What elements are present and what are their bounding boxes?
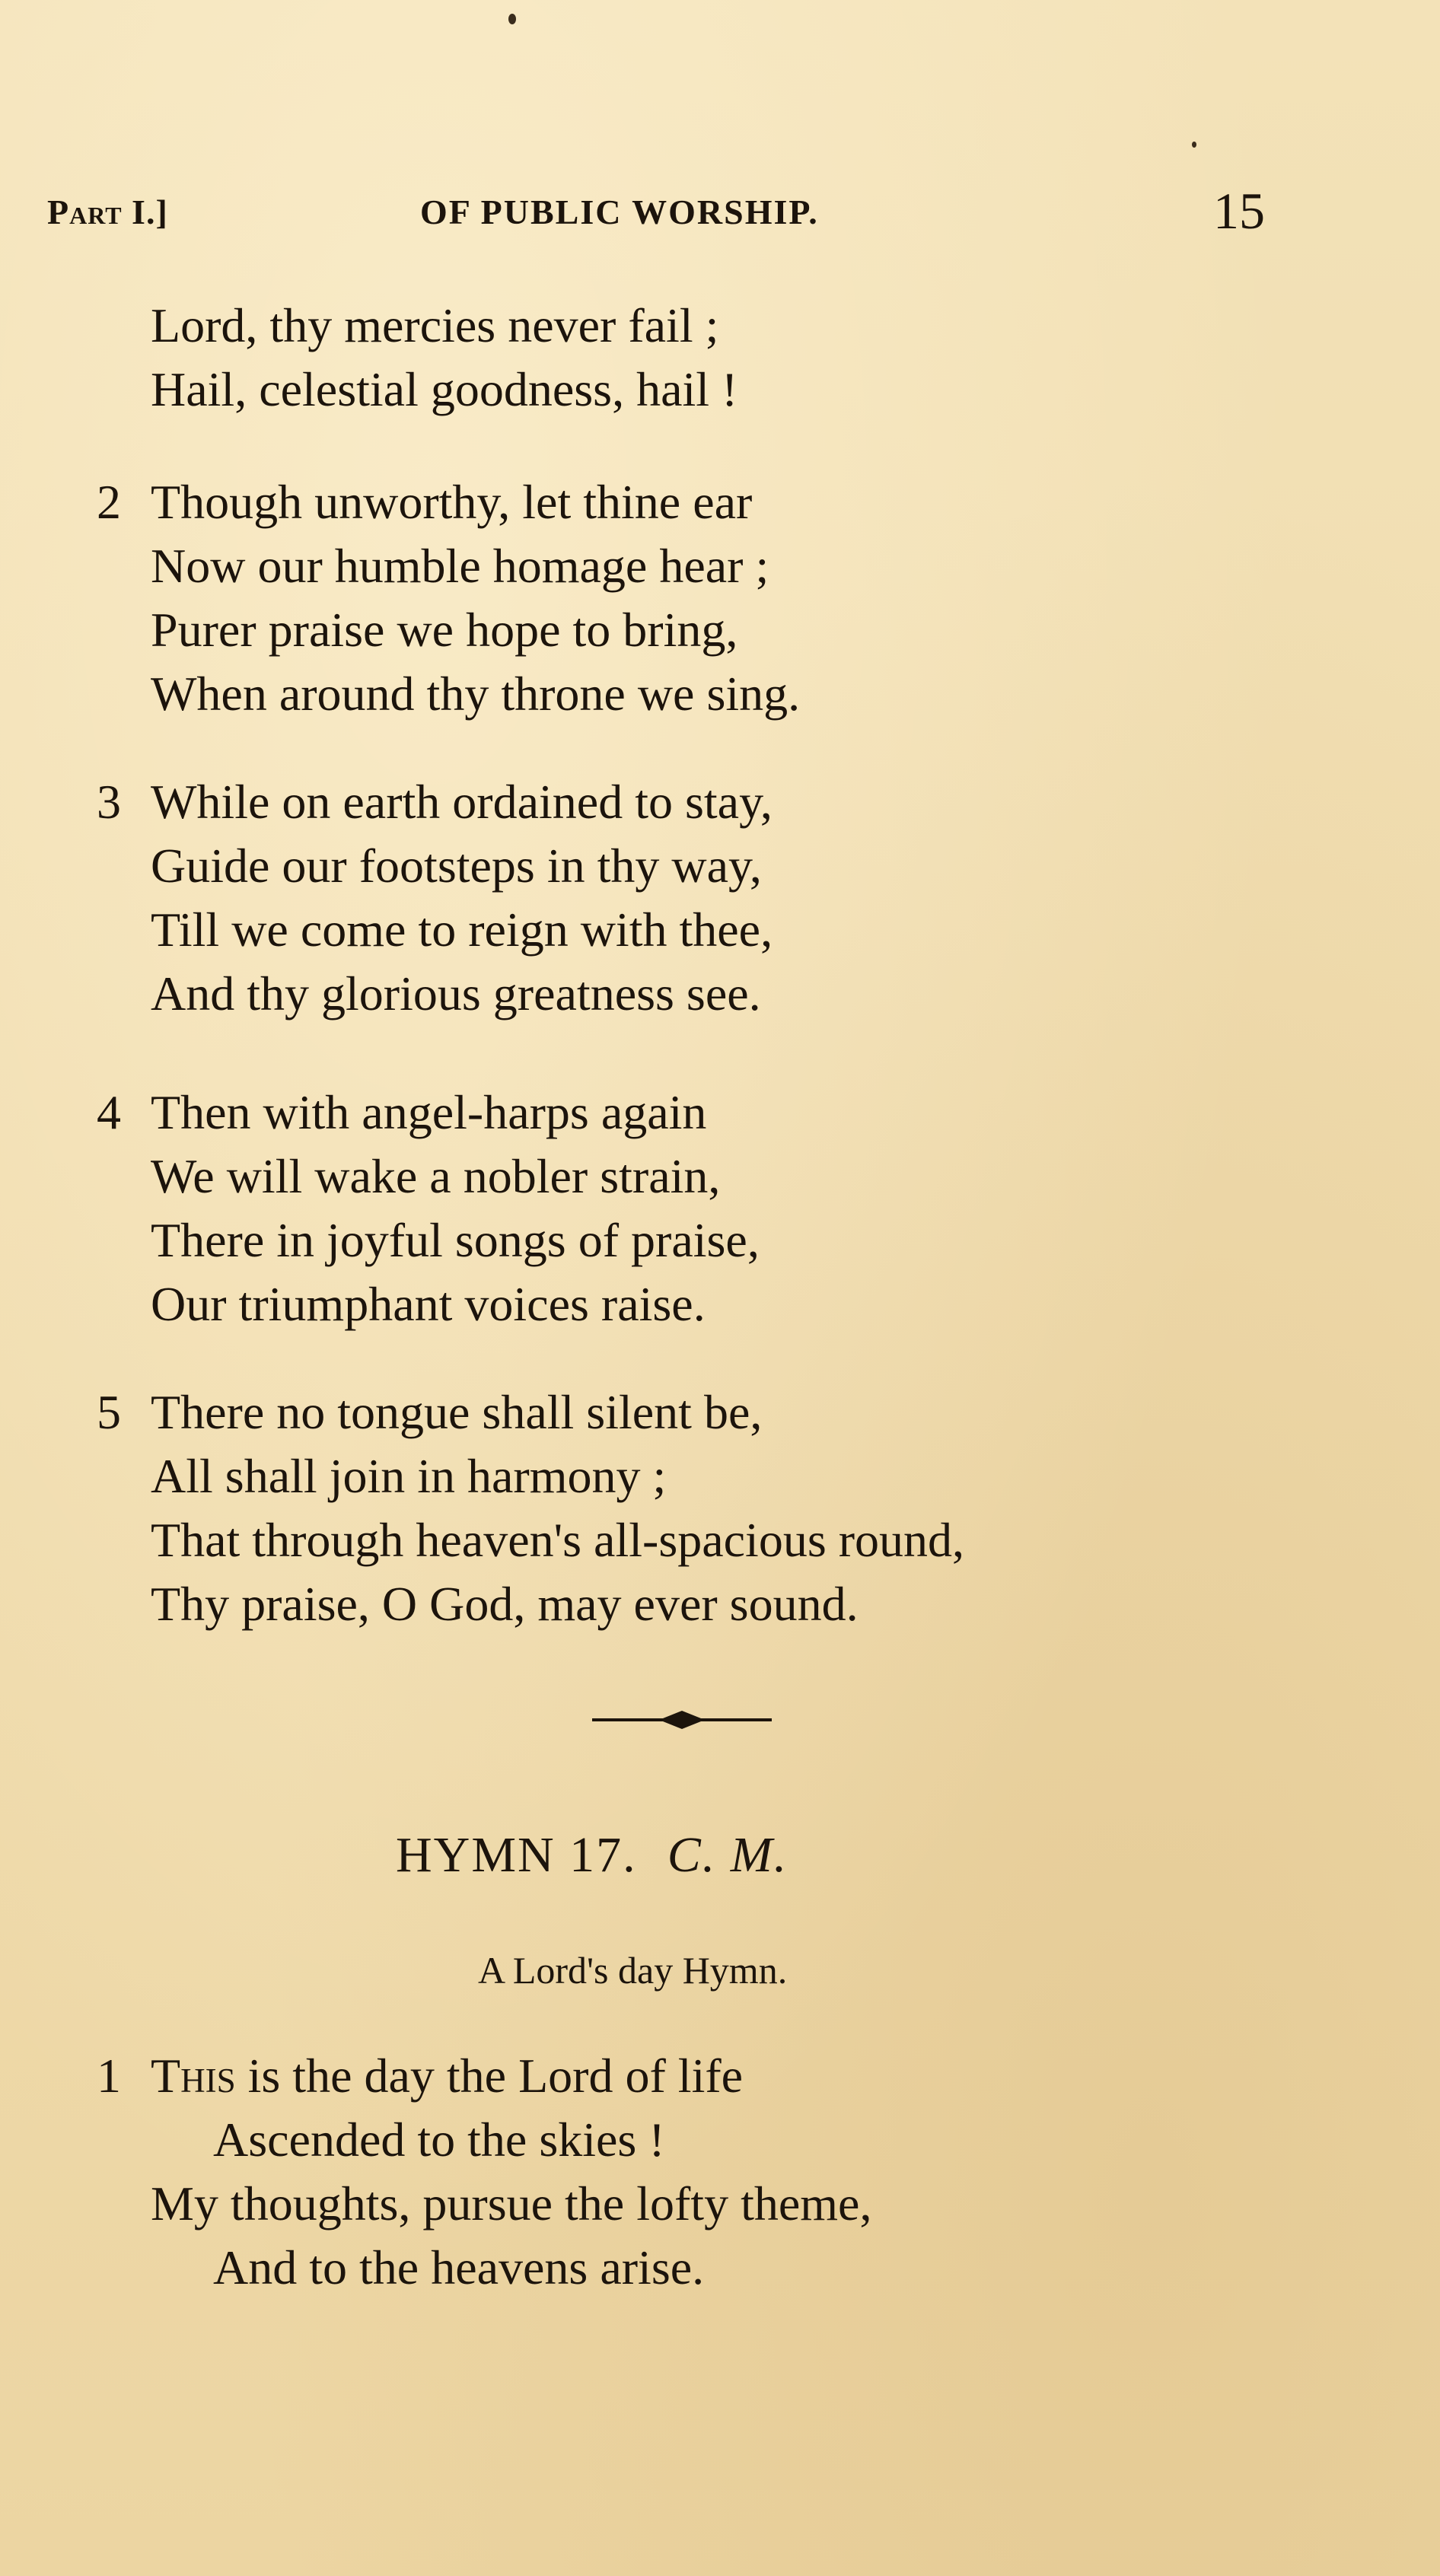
stanza-2 bbox=[82, 470, 800, 726]
running-header bbox=[47, 183, 1265, 244]
verse-line: When around thy throne we sing. bbox=[151, 667, 801, 721]
verse-line: Guide our footsteps in thy way, bbox=[151, 839, 762, 893]
stanza-number: 2 bbox=[97, 475, 121, 529]
section-divider-ornament bbox=[591, 1705, 773, 1735]
stanza-number: 4 bbox=[97, 1085, 121, 1139]
verse-line: All shall join in harmony ; bbox=[151, 1449, 667, 1503]
print-speck bbox=[508, 14, 516, 24]
verse-line: Ascended to the skies ! bbox=[213, 2113, 665, 2167]
verse-text: Then with angel-harps again bbox=[151, 1085, 707, 1139]
verse-line: Now our humble homage hear ; bbox=[151, 539, 769, 593]
verse-line: Till we come to reign with thee, bbox=[151, 903, 773, 957]
verse-line bbox=[82, 470, 800, 534]
stanza-4 bbox=[82, 1081, 760, 1336]
verse-line: And to the heavens arise. bbox=[213, 2240, 705, 2294]
stanza-number: 5 bbox=[97, 1385, 121, 1439]
verse-line: My thoughts, pursue the lofty theme, bbox=[151, 2176, 872, 2231]
stanza-number: 1 bbox=[97, 2049, 121, 2103]
verse-line: That through heaven's all-spacious round, bbox=[151, 1513, 965, 1567]
verse-line: Lord, thy mercies never fail ; bbox=[151, 298, 719, 352]
header-section-title: OF PUBLIC WORSHIP. bbox=[420, 193, 819, 231]
hymn-meter: C. M. bbox=[667, 1827, 788, 1883]
stanza-continued bbox=[82, 294, 738, 422]
verse-line: Hail, celestial goodness, hail ! bbox=[151, 362, 738, 416]
verse-text: Though unworthy, let thine ear bbox=[151, 475, 753, 529]
verse-line bbox=[82, 770, 773, 834]
hymn17-stanza-1 bbox=[82, 2044, 871, 2300]
verse-line bbox=[82, 1380, 964, 1444]
hymn-number: HYMN 17. bbox=[396, 1827, 637, 1883]
verse-text: There no tongue shall silent be, bbox=[151, 1385, 763, 1439]
stanza-number: 3 bbox=[97, 775, 121, 829]
hymn-subtitle: A Lord's day Hymn. bbox=[478, 1949, 788, 1992]
verse-line: There in joyful songs of praise, bbox=[151, 1213, 760, 1267]
verse-text: is the day the Lord of life bbox=[235, 2049, 744, 2103]
verse-line: Purer praise we hope to bring, bbox=[151, 603, 738, 657]
header-part-label: Part I.] bbox=[47, 193, 168, 231]
verse-first-word: This bbox=[151, 2049, 236, 2103]
stanza-5 bbox=[82, 1380, 964, 1636]
verse-line bbox=[82, 2044, 871, 2108]
verse-line: Thy praise, O God, may ever sound. bbox=[151, 1577, 859, 1631]
verse-line bbox=[82, 1081, 760, 1145]
hymn-heading bbox=[396, 1826, 788, 1884]
print-speck bbox=[1192, 142, 1196, 148]
verse-line: Our triumphant voices raise. bbox=[151, 1277, 706, 1331]
verse-line: And thy glorious greatness see. bbox=[151, 966, 761, 1021]
page-number: 15 bbox=[1213, 182, 1265, 240]
verse-line: We will wake a nobler strain, bbox=[151, 1149, 721, 1203]
verse-text: While on earth ordained to stay, bbox=[151, 775, 773, 829]
stanza-3 bbox=[82, 770, 773, 1026]
